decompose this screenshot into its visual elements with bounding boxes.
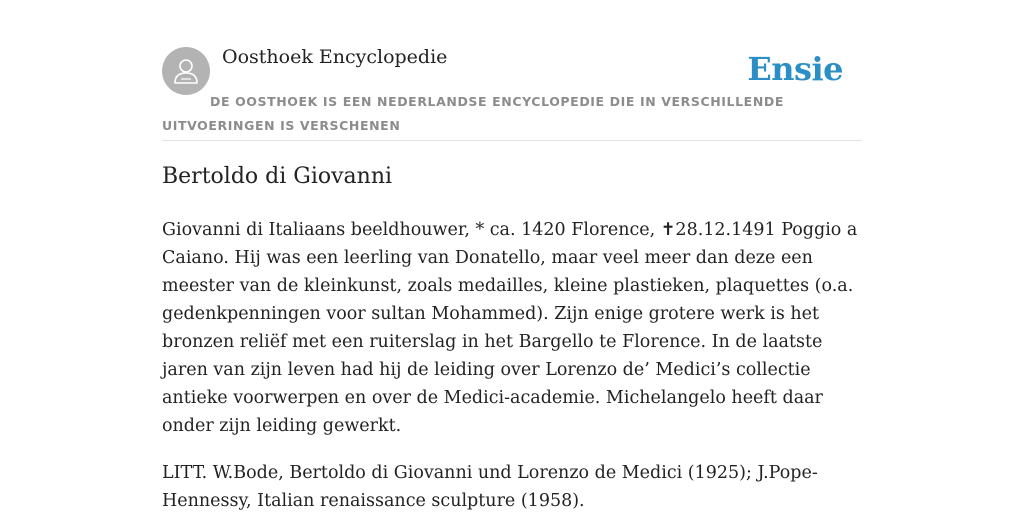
brand-logo[interactable]: Ensie (747, 50, 843, 88)
user-icon (171, 56, 201, 86)
article-literature: LITT. W.Bode, Bertoldo di Giovanni und Lorenzo de Medici (1925); J.Pope-Hennessy, Italian renaissance sculpture (1958). (162, 463, 818, 511)
source-name-link[interactable]: Oosthoek Encyclopedie (222, 46, 448, 68)
article-paragraph: Giovanni di Italiaans beeldhouwer, * ca. 1420 Florence, ✝28.12.1491 Poggio a Caiano. Hij was een leerling van Donatello, maar veel meer dan deze een meester van de kleinkunst, zoals medailles, kleine plastieken, plaquettes (o.a. gedenkpenningen voor sultan Mohammed). Zijn enige grotere werk is het bronzen reliëf met een ruiterslag in het Bargello te Florence. In de laatste jaren van zijn leven had hij de leiding over Lorenzo de’ Medici’s collectie antieke voorwerpen en over de Medici-academie. Michelangelo heeft daar onder zijn leiding gewerkt. (162, 220, 858, 436)
source-header (162, 0, 862, 141)
article-title: Bertoldo di Giovanni (162, 164, 393, 189)
page-content (162, 0, 862, 511)
source-avatar[interactable] (162, 47, 210, 95)
source-tagline: DE OOSTHOEK IS EEN NEDERLANDSE ENCYCLOPEDIE DIE IN VERSCHILLENDE UITVOERINGEN IS VERSCHENEN (162, 94, 784, 133)
